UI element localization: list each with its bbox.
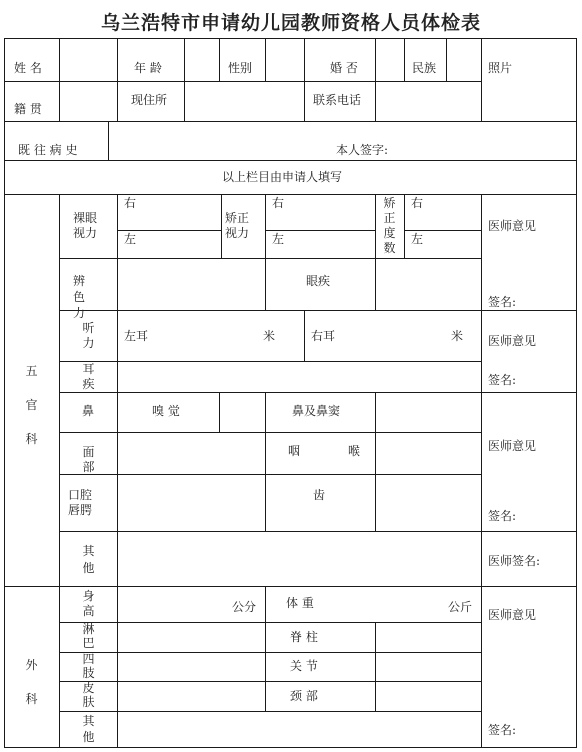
five-senses-section-label: 五官科	[25, 364, 38, 446]
smell-label: 嗅 觉	[152, 404, 180, 418]
lymph-label: 淋巴	[82, 622, 95, 650]
marital-field[interactable]	[376, 39, 404, 81]
hearing-label: 听力	[82, 321, 95, 350]
throat-label-1: 咽	[288, 444, 301, 458]
correction-degree-left-label: 左	[411, 232, 424, 246]
age-label: 年 龄	[134, 61, 162, 75]
vision-doctor-opinion-label: 医师意见	[488, 219, 537, 233]
form-title: 乌兰浩特市申请幼儿园教师资格人员体检表	[100, 12, 481, 34]
address-label: 现住所	[131, 93, 168, 107]
phone-label: 联系电话	[313, 93, 362, 107]
left-ear-label: 左耳	[124, 329, 149, 343]
ethnicity-field[interactable]	[447, 39, 481, 81]
throat-label-2: 喉	[348, 444, 361, 458]
face-label: 面部	[82, 445, 95, 474]
oral-label: 口腔唇腭	[68, 488, 93, 517]
weight-unit: 公斤	[448, 600, 473, 614]
native-place-field[interactable]	[60, 82, 117, 121]
weight-label: 体 重	[286, 596, 314, 610]
correction-degree-right-label: 右	[411, 196, 424, 210]
skin-label: 皮肤	[82, 681, 95, 709]
sinus-label: 鼻及鼻窦	[292, 404, 341, 418]
nose-doctor-sign-label: 签名:	[488, 509, 517, 523]
nose-doctor-opinion-label: 医师意见	[488, 439, 537, 453]
surgery-section-label: 外科	[25, 658, 38, 706]
color-vision-label: 辨色力	[73, 274, 92, 320]
height-unit: 公分	[232, 600, 257, 614]
vision-doctor-sign-label: 签名:	[488, 295, 517, 309]
right-ear-unit: 米	[451, 329, 464, 343]
left-ear-unit: 米	[263, 329, 276, 343]
spine-label: 脊 柱	[290, 630, 318, 644]
marital-label: 婚 否	[330, 61, 358, 75]
phone-field[interactable]	[376, 82, 481, 121]
naked-vision-label: 裸眼视力	[73, 211, 98, 240]
naked-vision-right-label: 右	[124, 196, 137, 210]
gender-label: 性别	[228, 61, 253, 75]
ethnicity-label: 民族	[412, 61, 437, 75]
neck-label: 颈 部	[290, 689, 318, 703]
limbs-label: 四肢	[82, 652, 95, 680]
joints-label: 关 节	[290, 659, 318, 673]
surgery-other-label: 其他	[82, 714, 95, 744]
height-label: 身高	[82, 589, 95, 618]
right-ear-label: 右耳	[311, 329, 336, 343]
native-place-label: 籍 贯	[14, 102, 42, 116]
photo-label: 照片	[488, 61, 513, 75]
corrected-vision-label: 矫正视力	[225, 211, 250, 240]
surgery-doctor-opinion-label: 医师意见	[488, 608, 537, 622]
nose-label: 鼻	[82, 404, 95, 418]
hearing-doctor-sign-label: 签名:	[488, 373, 517, 387]
name-label: 姓 名	[14, 61, 42, 75]
applicant-notice: 以上栏目由申请人填写	[222, 170, 343, 184]
facial-doctor-sign-label: 医师签名:	[488, 554, 541, 568]
correction-degree-label: 矫正度数	[383, 196, 396, 255]
medical-history-label: 既 往 病 史	[18, 143, 78, 157]
hearing-doctor-opinion-label: 医师意见	[488, 334, 537, 348]
age-field[interactable]	[185, 39, 219, 81]
gender-field[interactable]	[266, 39, 304, 81]
ear-disease-label: 耳疾	[82, 362, 95, 391]
corrected-vision-left-label: 左	[272, 232, 285, 246]
facial-other-label: 其他	[82, 544, 95, 575]
applicant-signature-label: 本人签字:	[336, 143, 389, 157]
corrected-vision-right-label: 右	[272, 196, 285, 210]
naked-vision-left-label: 左	[124, 232, 137, 246]
eye-disease-label: 眼疾	[306, 274, 331, 288]
address-field[interactable]	[185, 82, 304, 121]
surgery-doctor-sign-label: 签名:	[488, 723, 517, 737]
name-field[interactable]	[60, 39, 117, 81]
teeth-label: 齿	[313, 488, 326, 502]
